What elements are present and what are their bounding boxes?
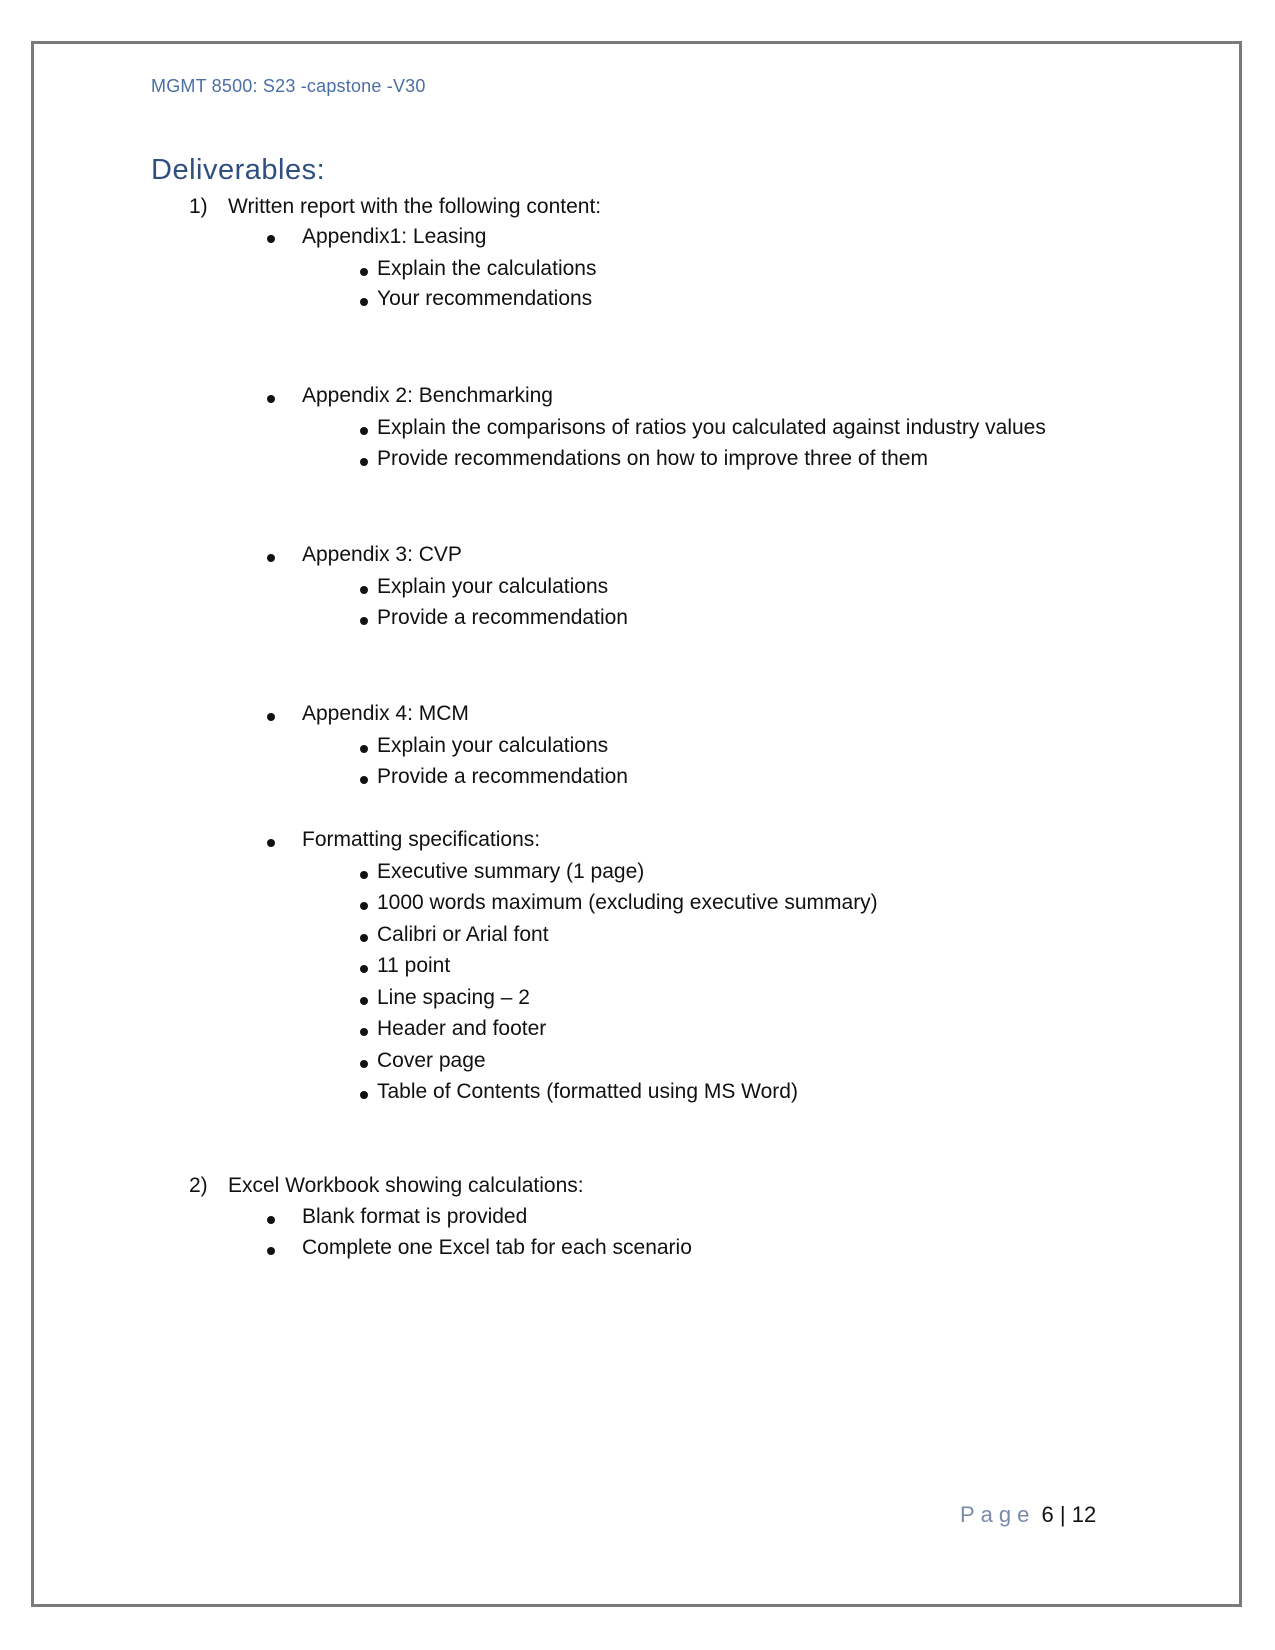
- bullet: [360, 997, 368, 1005]
- list-item: Header and footer: [377, 1017, 547, 1040]
- list-item: Explain the calculations: [377, 257, 597, 280]
- list-item: Explain your calculations: [377, 575, 609, 598]
- list-item: Provide recommendations on how to improve three of them: [377, 447, 928, 470]
- bullet: [360, 1091, 368, 1099]
- page-current: 6: [1041, 1502, 1054, 1527]
- appendix-2-label: Appendix 2: Benchmarking: [302, 384, 553, 407]
- bullet: [360, 298, 368, 306]
- bullet: [360, 965, 368, 973]
- bullet: [267, 395, 275, 403]
- page-total: 12: [1071, 1502, 1097, 1527]
- list-item: 11 point: [377, 954, 451, 977]
- page-footer: [960, 1502, 1096, 1528]
- bullet: [267, 235, 275, 243]
- list-item: Provide a recommendation: [377, 765, 628, 788]
- bullet: [360, 745, 368, 753]
- appendix-3-label: Appendix 3: CVP: [302, 543, 462, 566]
- bullet: [360, 776, 368, 784]
- list-item: Complete one Excel tab for each scenario: [302, 1236, 692, 1259]
- page-word: Page: [960, 1502, 1036, 1527]
- item-1-title: Written report with the following content:: [228, 195, 602, 218]
- bullet: [360, 617, 368, 625]
- list-item: Executive summary (1 page): [377, 860, 645, 883]
- formatting-label: Formatting specifications:: [302, 828, 541, 851]
- bullet: [360, 934, 368, 942]
- bullet: [267, 1216, 275, 1224]
- list-item: 1000 words maximum (excluding executive summary): [377, 891, 878, 914]
- bullet: [360, 458, 368, 466]
- item-2-title: Excel Workbook showing calculations:: [228, 1174, 584, 1197]
- item-1-number: 1): [189, 195, 208, 218]
- item-2-number: 2): [189, 1174, 208, 1197]
- list-item: Calibri or Arial font: [377, 923, 549, 946]
- list-item: Explain your calculations: [377, 734, 609, 757]
- bullet: [360, 586, 368, 594]
- bullet: [360, 268, 368, 276]
- list-item: Explain the comparisons of ratios you calculated against industry values: [377, 416, 1046, 439]
- section-heading: Deliverables:: [151, 154, 326, 186]
- page-separator: |: [1059, 1502, 1066, 1527]
- list-item: Table of Contents (formatted using MS Word): [377, 1080, 798, 1103]
- bullet: [360, 871, 368, 879]
- list-item: Blank format is provided: [302, 1205, 528, 1228]
- bullet: [360, 902, 368, 910]
- list-item: Line spacing – 2: [377, 986, 530, 1009]
- appendix-4-label: Appendix 4: MCM: [302, 702, 469, 725]
- appendix-1-label: Appendix1: Leasing: [302, 225, 487, 248]
- bullet: [360, 1028, 368, 1036]
- page-border: [31, 41, 1242, 1607]
- bullet: [267, 554, 275, 562]
- bullet: [360, 427, 368, 435]
- bullet: [267, 713, 275, 721]
- document-header: MGMT 8500: S23 -capstone -V30: [151, 76, 426, 96]
- list-item: Your recommendations: [377, 287, 593, 310]
- bullet: [360, 1060, 368, 1068]
- list-item: Provide a recommendation: [377, 606, 628, 629]
- bullet: [267, 839, 275, 847]
- bullet: [267, 1247, 275, 1255]
- list-item: Cover page: [377, 1049, 486, 1072]
